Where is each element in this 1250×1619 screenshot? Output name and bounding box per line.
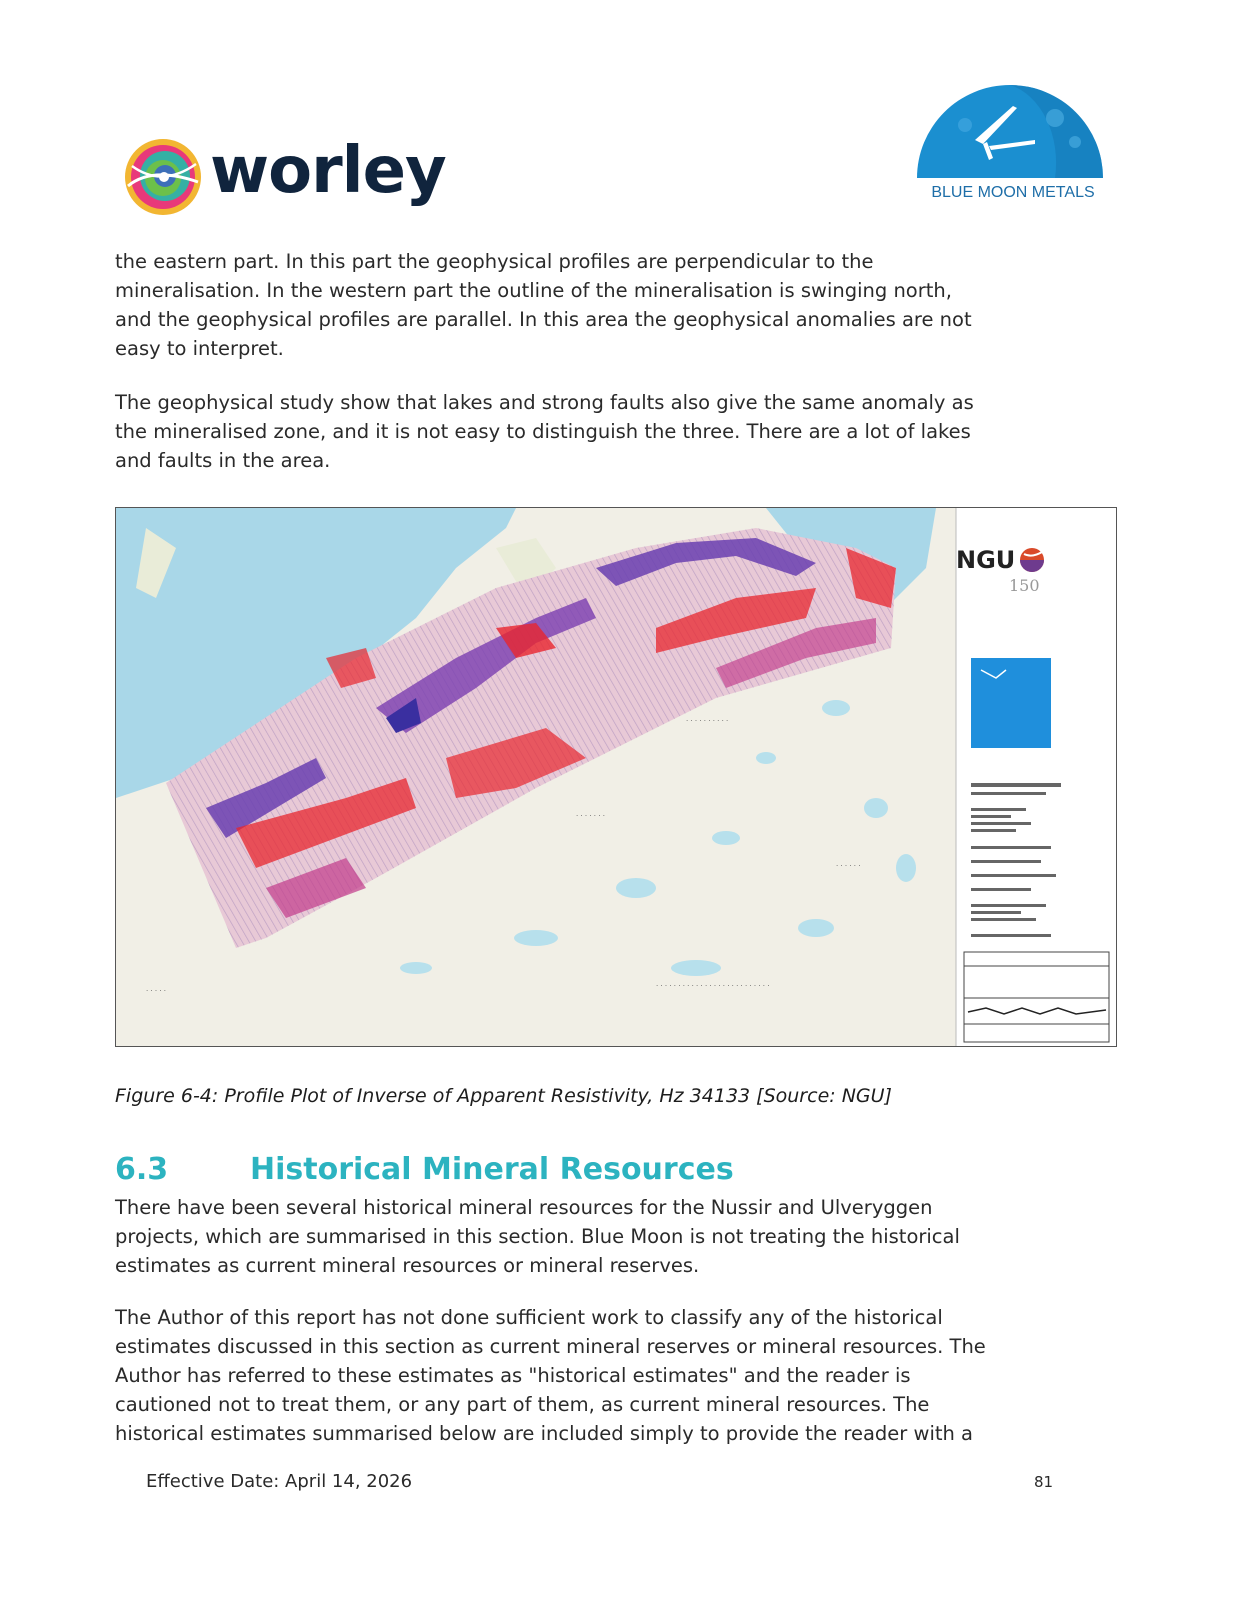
ngu-logo: NGU — [956, 546, 1016, 574]
text-line: the eastern part. In this part the geophysical profiles are perpendicular to the — [115, 250, 874, 273]
blue-moon-metals-logo — [905, 80, 1115, 210]
page-number: 81 — [1034, 1473, 1054, 1491]
ngu-globe-icon — [1018, 546, 1046, 574]
svg-text:· · · · · · ·: · · · · · · · — [576, 812, 605, 820]
text-line: estimates as current mineral resources or mineral reserves. — [115, 1254, 700, 1277]
text-line: Author has referred to these estimates as "historical estimates" and the reader is — [115, 1364, 911, 1387]
body-paragraph — [115, 388, 1125, 475]
text-line: and the geophysical profiles are parallel. In this area the geophysical anomalies are not — [115, 308, 972, 331]
worley-swirl-icon — [122, 136, 204, 218]
resistivity-map-figure — [115, 507, 1117, 1047]
body-paragraph — [115, 1303, 1125, 1448]
ngu-anniversary: 150 — [1009, 576, 1040, 595]
worley-wordmark: worley — [210, 134, 446, 208]
section-heading — [115, 1152, 734, 1187]
svg-text:· · · · ·: · · · · · — [146, 987, 167, 995]
blue-moon-metals-wordmark: BLUE MOON METALS — [931, 184, 1095, 201]
worley-logo — [122, 132, 446, 222]
svg-text:· · · · · ·: · · · · · · — [836, 862, 861, 870]
text-line: mineralisation. In the western part the outline of the mineralisation is swinging north, — [115, 279, 952, 302]
figure-caption: Figure 6-4: Profile Plot of Inverse of Apparent Resistivity, Hz 34133 [Source: NGU] — [115, 1085, 892, 1107]
text-line: The Author of this report has not done sufficient work to classify any of the historical — [115, 1306, 943, 1329]
text-line: historical estimates summarised below are included simply to provide the reader with a — [115, 1422, 974, 1445]
text-line: easy to interpret. — [115, 337, 284, 360]
text-line: the mineralised zone, and it is not easy to distinguish the three. There are a lot of lakes — [115, 420, 971, 443]
text-line: The geophysical study show that lakes and strong faults also give the same anomaly as — [115, 391, 974, 414]
text-line: There have been several historical mineral resources for the Nussir and Ulveryggen — [115, 1196, 933, 1219]
section-number: 6.3 — [115, 1152, 169, 1187]
svg-text:· · · · · · · · · · · · · · ·: · · · · · · · · · · · · · · · · · · · · · · · · · · — [656, 982, 770, 990]
footer-effective-date: Effective Date: April 14, 2026 — [146, 1471, 413, 1492]
map-image — [116, 508, 1116, 1046]
text-line: estimates discussed in this section as current mineral reserves or mineral resources. The — [115, 1335, 986, 1358]
body-paragraph — [115, 1193, 1125, 1280]
moon-icon — [905, 80, 1115, 180]
section-title: Historical Mineral Resources — [250, 1152, 734, 1187]
svg-text:· · · · · · · · · ·: · · · · · · · · · · — [686, 717, 729, 725]
text-line: and faults in the area. — [115, 449, 331, 472]
body-paragraph — [115, 247, 1125, 363]
text-line: cautioned not to treat them, or any part of them, as current mineral resources. The — [115, 1393, 930, 1416]
text-line: projects, which are summarised in this section. Blue Moon is not treating the historical — [115, 1225, 960, 1248]
